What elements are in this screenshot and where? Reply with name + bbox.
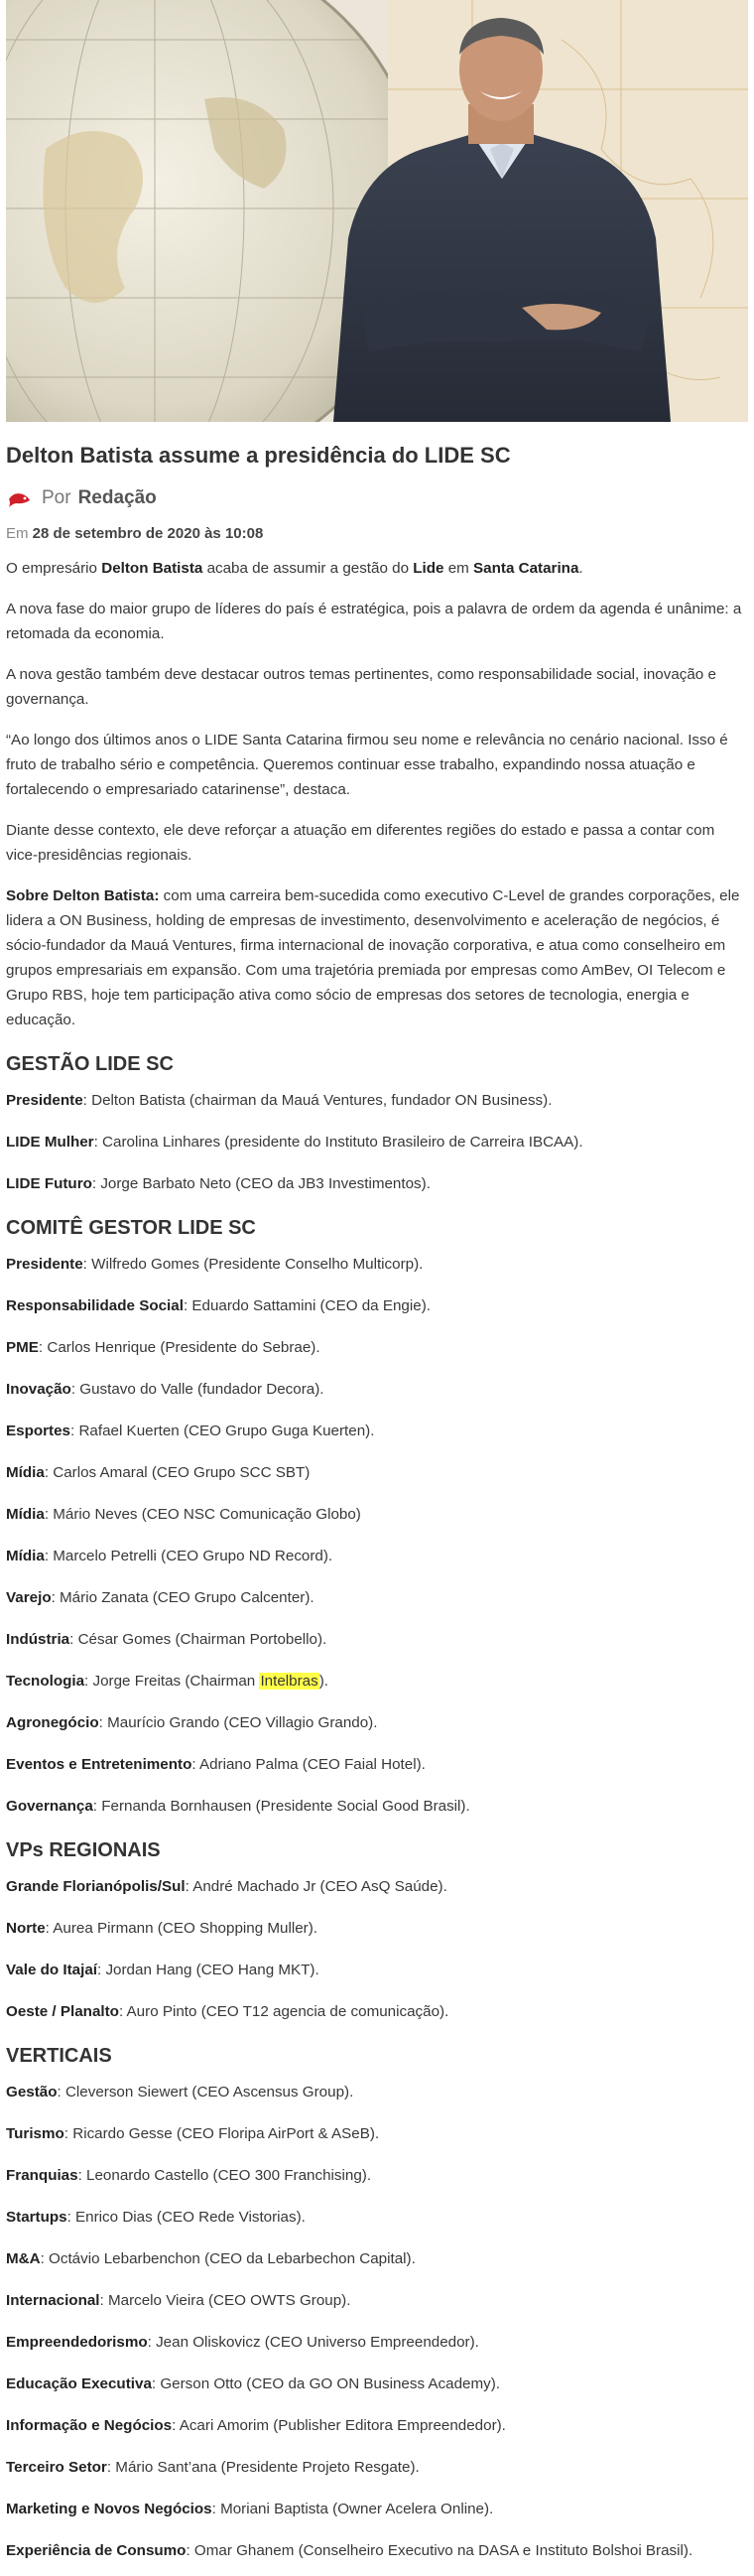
role-text: : Adriano Palma (CEO Faial Hotel). — [191, 1756, 426, 1773]
role-text: : Enrico Dias (CEO Rede Vistorias). — [66, 2209, 306, 2226]
role-item — [6, 1171, 748, 1196]
role-text: : Jorge Barbato Neto (CEO da JB3 Investimentos). — [91, 1175, 431, 1192]
role-item — [6, 2497, 748, 2521]
role-label: Educação Executiva — [6, 2375, 152, 2392]
intro-paragraph-6 — [6, 883, 748, 1032]
role-text: : Maurício Grando (CEO Villagio Grando). — [98, 1714, 378, 1731]
role-text: : Moriani Baptista (Owner Acelera Online). — [211, 2501, 494, 2517]
role-text: : Marcelo Vieira (CEO OWTS Group). — [99, 2292, 351, 2309]
role-item — [6, 2163, 748, 2188]
publish-date — [6, 525, 748, 542]
role-item — [6, 2205, 748, 2230]
section-heading-gestao: GESTÃO LIDE SC — [6, 1053, 174, 1075]
role-item — [6, 1502, 748, 1527]
role-text: : Ricardo Gesse (CEO Floripa AirPort & ASeB). — [63, 2125, 380, 2142]
role-item — [6, 1335, 748, 1360]
section-heading-comite: COMITÊ GESTOR LIDE SC — [6, 1217, 256, 1239]
role-label: Oeste / Planalto — [6, 2003, 119, 2020]
role-label: Experiência de Consumo — [6, 2542, 187, 2559]
role-text: : Eduardo Sattamini (CEO da Engie). — [183, 1297, 431, 1314]
state-name: Santa Catarina — [473, 560, 579, 577]
intro-paragraph-5: Diante desse contexto, ele deve reforçar a atuação em diferentes regiões do estado e passa a contar com vice-presidências regionais. — [6, 822, 715, 864]
role-item — [6, 2330, 748, 2355]
role-label: Norte — [6, 1920, 46, 1937]
role-text: : Auro Pinto (CEO T12 agencia de comunicação). — [118, 2003, 449, 2020]
role-item — [6, 2455, 748, 2480]
role-text: : André Machado Jr (CEO AsQ Saúde). — [185, 1878, 447, 1895]
role-label: Inovação — [6, 1381, 71, 1398]
role-text: : Octávio Lebarbenchon (CEO da Lebarbechon Capital). — [40, 2250, 416, 2267]
intro-paragraph-2: A nova fase do maior grupo de líderes do país é estratégica, pois a palavra de ordem da agenda é unânime: a retomada da economia. — [6, 601, 742, 642]
role-label: Startups — [6, 2209, 67, 2226]
role-label: Mídia — [6, 1506, 45, 1523]
role-item — [6, 2288, 748, 2313]
intro-paragraph-1 — [6, 556, 748, 581]
byline-prefix: Por — [42, 487, 71, 508]
comite-list — [6, 1252, 748, 1819]
role-label: Grande Florianópolis/Sul — [6, 1878, 186, 1895]
role-text: : Jordan Hang (CEO Hang MKT). — [97, 1962, 319, 1978]
role-item — [6, 1130, 748, 1154]
text-span: com uma carreira bem-sucedida como executivo C-Level de grandes corporações, ele lidera a ON Business, holding de empresas de investimento, desenvolvimento e aceleração de negócios, é sócio-fundador da Mauá Ventures, firma internacional de inovação corporativa, e atua como conselheiro em grupos empresariais em expansão. Com uma trajetória premiada por empresas como AmBev, OI Telecom e Grupo RBS, hoje tem participação ativa como sócio de empresas dos setores de tecnologia, energia e educação. — [6, 887, 740, 1028]
role-label: Terceiro Setor — [6, 2459, 107, 2476]
role-item — [6, 1544, 748, 1568]
role-text: : Carlos Henrique (Presidente do Sebrae). — [38, 1339, 320, 1356]
text-span: O empresário — [6, 560, 102, 577]
role-item — [6, 2246, 748, 2271]
role-item — [6, 1710, 748, 1735]
role-label: Eventos e Entretenimento — [6, 1756, 192, 1773]
role-text: : Acari Amorim (Publisher Editora Empreendedor). — [172, 2417, 506, 2434]
role-text: : Cleverson Siewert (CEO Ascensus Group). — [57, 2084, 354, 2101]
role-text: ). — [318, 1673, 328, 1690]
byline — [6, 483, 748, 513]
role-text: : Gustavo do Valle (fundador Decora). — [70, 1381, 324, 1398]
role-text: : Mário Neves (CEO NSC Comunicação Globo) — [44, 1506, 361, 1523]
role-item — [6, 1585, 748, 1610]
section-heading-vps: VPs REGIONAIS — [6, 1839, 161, 1861]
role-label: Mídia — [6, 1464, 45, 1481]
role-label: Gestão — [6, 2084, 58, 2101]
highlighted-company-link[interactable]: Intelbras — [260, 1673, 318, 1690]
role-label: Mídia — [6, 1548, 45, 1564]
role-text: : Gerson Otto (CEO da GO ON Business Academy). — [151, 2375, 501, 2392]
role-label: Varejo — [6, 1589, 52, 1606]
role-label: Presidente — [6, 1256, 83, 1273]
role-item — [6, 2413, 748, 2438]
role-label: Agronegócio — [6, 1714, 99, 1731]
role-label: PME — [6, 1339, 39, 1356]
role-label: Responsabilidade Social — [6, 1297, 184, 1314]
role-item — [6, 1794, 748, 1819]
hero-photo — [6, 0, 748, 422]
role-item-tecnologia — [6, 1669, 748, 1694]
intro-paragraph-3: A nova gestão também deve destacar outros temas pertinentes, como responsabilidade social, inovação e governança. — [6, 666, 716, 708]
role-text: : Carlos Amaral (CEO Grupo SCC SBT) — [44, 1464, 311, 1481]
role-item — [6, 1460, 748, 1485]
role-item — [6, 1916, 748, 1941]
intro-paragraph-4: “Ao longo dos últimos anos o LIDE Santa Catarina firmou seu nome e relevância no cenário nacional. Isso é fruto de trabalho sério e competência. Queremos continuar esse trabalho, expandindo nossa atuação e fortalecendo o empresariado catarinense”, destaca. — [6, 732, 728, 798]
role-item — [6, 2372, 748, 2396]
role-label: Informação e Negócios — [6, 2417, 173, 2434]
date-prefix: Em — [6, 525, 29, 542]
role-label: LIDE Futuro — [6, 1175, 92, 1192]
role-text: : Carolina Linhares (presidente do Instituto Brasileiro de Carreira IBCAA). — [93, 1134, 583, 1151]
org-name: Lide — [413, 560, 444, 577]
role-label: Indústria — [6, 1631, 70, 1648]
role-label: Turismo — [6, 2125, 64, 2142]
role-text: : Jorge Freitas (Chairman — [84, 1673, 260, 1690]
role-text: : Leonardo Castello (CEO 300 Franchising). — [77, 2167, 372, 2184]
role-label: Tecnologia — [6, 1673, 85, 1690]
role-text: : Mário Sant’ana (Presidente Projeto Resgate). — [106, 2459, 420, 2476]
role-text: : Fernanda Bornhausen (Presidente Social Good Brasil). — [92, 1798, 470, 1815]
role-text: : Wilfredo Gomes (Presidente Conselho Multicorp). — [82, 1256, 424, 1273]
red-fish-avatar-icon — [6, 487, 32, 509]
role-item — [6, 1752, 748, 1777]
role-item — [6, 1874, 748, 1899]
role-label: Esportes — [6, 1423, 70, 1439]
role-item — [6, 1999, 748, 2024]
role-text: : Rafael Kuerten (CEO Grupo Guga Kuerten). — [70, 1423, 375, 1439]
role-item — [6, 1958, 748, 1982]
role-text: : Omar Ghanem (Conselheiro Executivo na DASA e Instituto Bolshoi Brasil). — [186, 2542, 693, 2559]
role-label: Empreendedorismo — [6, 2334, 148, 2351]
role-item — [6, 1377, 748, 1402]
role-text: : Mário Zanata (CEO Grupo Calcenter). — [51, 1589, 314, 1606]
role-label: Internacional — [6, 2292, 100, 2309]
gestao-list — [6, 1088, 748, 1196]
text-span: acaba de assumir a gestão do — [202, 560, 414, 577]
role-text: : Delton Batista (chairman da Mauá Ventures, fundador ON Business). — [82, 1092, 553, 1109]
role-label: Presidente — [6, 1092, 83, 1109]
date-value: 28 de setembro de 2020 às 10:08 — [32, 525, 264, 542]
article-title: Delton Batista assume a presidência do LIDE SC — [6, 443, 511, 468]
role-text: : Aurea Pirmann (CEO Shopping Muller). — [45, 1920, 318, 1937]
role-label: LIDE Mulher — [6, 1134, 94, 1151]
role-item — [6, 1293, 748, 1318]
text-span: . — [578, 560, 583, 577]
role-text: : César Gomes (Chairman Portobello). — [69, 1631, 327, 1648]
role-item — [6, 2121, 748, 2146]
role-item — [6, 1419, 748, 1443]
paragraph-label: Sobre Delton Batista: — [6, 887, 160, 904]
section-heading-verticais: VERTICAIS — [6, 2045, 112, 2067]
hero-illustration — [6, 0, 748, 422]
role-label: Marketing e Novos Negócios — [6, 2501, 212, 2517]
role-label: Governança — [6, 1798, 93, 1815]
role-item — [6, 1627, 748, 1652]
role-item — [6, 1252, 748, 1277]
role-item — [6, 2080, 748, 2104]
role-text: : Marcelo Petrelli (CEO Grupo ND Record). — [44, 1548, 333, 1564]
text-span: em — [443, 560, 474, 577]
role-item — [6, 2538, 748, 2563]
role-label: Franquias — [6, 2167, 78, 2184]
role-item — [6, 1088, 748, 1113]
vps-list — [6, 1874, 748, 2024]
role-label: M&A — [6, 2250, 41, 2267]
verticais-list — [6, 2080, 748, 2563]
person-name: Delton Batista — [101, 560, 203, 577]
author-link[interactable]: Redação — [77, 487, 157, 508]
role-label: Vale do Itajaí — [6, 1962, 98, 1978]
role-text: : Jean Oliskovicz (CEO Universo Empreendedor). — [147, 2334, 479, 2351]
